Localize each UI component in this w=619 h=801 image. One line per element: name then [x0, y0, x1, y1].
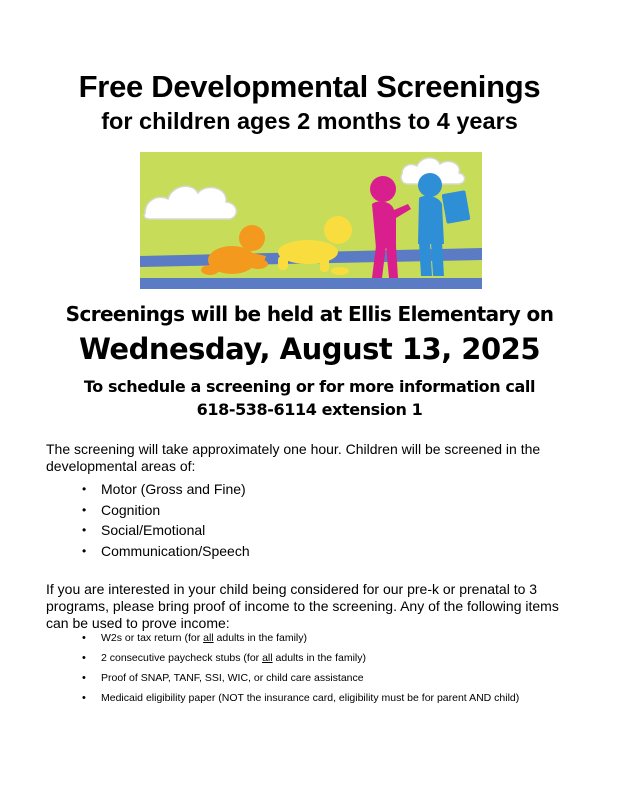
children-banner-illustration [140, 152, 482, 289]
list-item: • Medicaid eligibility paper (NOT the insurance card, eligibility must be for parent AND child) [82, 692, 562, 705]
income-proof-list [82, 632, 562, 712]
list-item: • Proof of SNAP, TANF, SSI, WIC, or child care assistance [82, 672, 562, 685]
page-title: Free Developmental Screenings [78, 69, 541, 104]
income-paragraph: If you are interested in your child being considered for our pre-k or prenatal to 3 programs, please bring proof of income to the screening. Any of the following items can be used to prove income: [46, 581, 559, 631]
phone-number: 618-538-6114 extension 1 [196, 400, 423, 419]
list-item: • 2 consecutive paycheck stubs (for all adults in the family) [82, 652, 562, 665]
intro-paragraph: The screening will take approximately one hour. Children will be screened in the developmental areas of: [46, 441, 541, 474]
page-subtitle: for children ages 2 months to 4 years [101, 108, 518, 134]
developmental-areas-list [82, 481, 250, 563]
location-heading: Screenings will be held at Ellis Elementary on [65, 302, 554, 326]
list-item: • Cognition [82, 502, 250, 523]
list-item: • W2s or tax return (for all adults in the family) [82, 632, 562, 645]
list-item: • Communication/Speech [82, 543, 250, 564]
list-item: • Motor (Gross and Fine) [82, 481, 250, 502]
list-item: • Social/Emotional [82, 522, 250, 543]
schedule-heading: To schedule a screening or for more information call [83, 377, 536, 396]
event-date: Wednesday, August 13, 2025 [78, 332, 541, 366]
